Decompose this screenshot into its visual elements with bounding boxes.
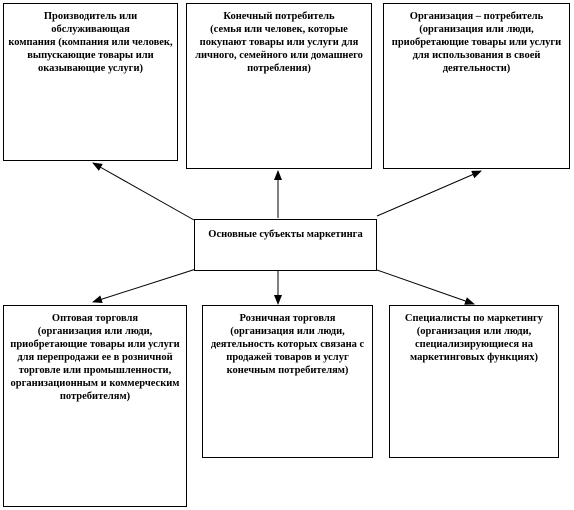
box-end-consumer (186, 3, 372, 169)
box-center (194, 219, 377, 271)
box-producer (3, 3, 178, 161)
box-specialists-title: Специалисты по маркетингу (404, 313, 544, 324)
box-wholesale-desc: (организация или люди, приобретающие товары или услуги для перепродажи ее в розничной торговле или промышленности, организационным и коммерческим потребителям) (10, 326, 180, 402)
box-org-consumer-title: Организация – потребитель (409, 11, 544, 22)
box-specialists-desc: (организация или люди, специализирующиеся на маркетинговых функциях) (410, 326, 538, 363)
arrow-to-specialists (377, 270, 474, 304)
box-end-consumer-desc: (семья или человек, которые покупают товары или услуги для личного, семейного или домашнего потребления) (195, 24, 363, 74)
box-wholesale (3, 305, 187, 507)
box-producer-title: Производитель или обслуживающая (43, 11, 138, 35)
box-org-consumer (383, 3, 570, 169)
box-org-consumer-desc: (организация или люди, приобретающие товары или услуги для использования в своей деятельности) (391, 24, 562, 74)
arrow-to-wholesale (93, 269, 196, 302)
arrow-to-org-consumer (377, 171, 481, 216)
box-producer-desc: компания (компания или человек, выпускающие товары или оказывающие услуги) (8, 37, 173, 74)
box-center-title: Основные субъекты маркетинга (208, 229, 363, 240)
box-wholesale-title: Оптовая торговля (51, 313, 139, 324)
box-retail-desc: (организация или люди, деятельность которых связана с продажей товаров и услуг конечным потребителям) (210, 326, 365, 376)
box-retail-title: Розничная торговля (239, 313, 336, 324)
arrow-to-producer (93, 163, 194, 220)
box-specialists (389, 305, 559, 458)
box-retail (202, 305, 373, 458)
box-end-consumer-title: Конечный потребитель (223, 11, 335, 22)
